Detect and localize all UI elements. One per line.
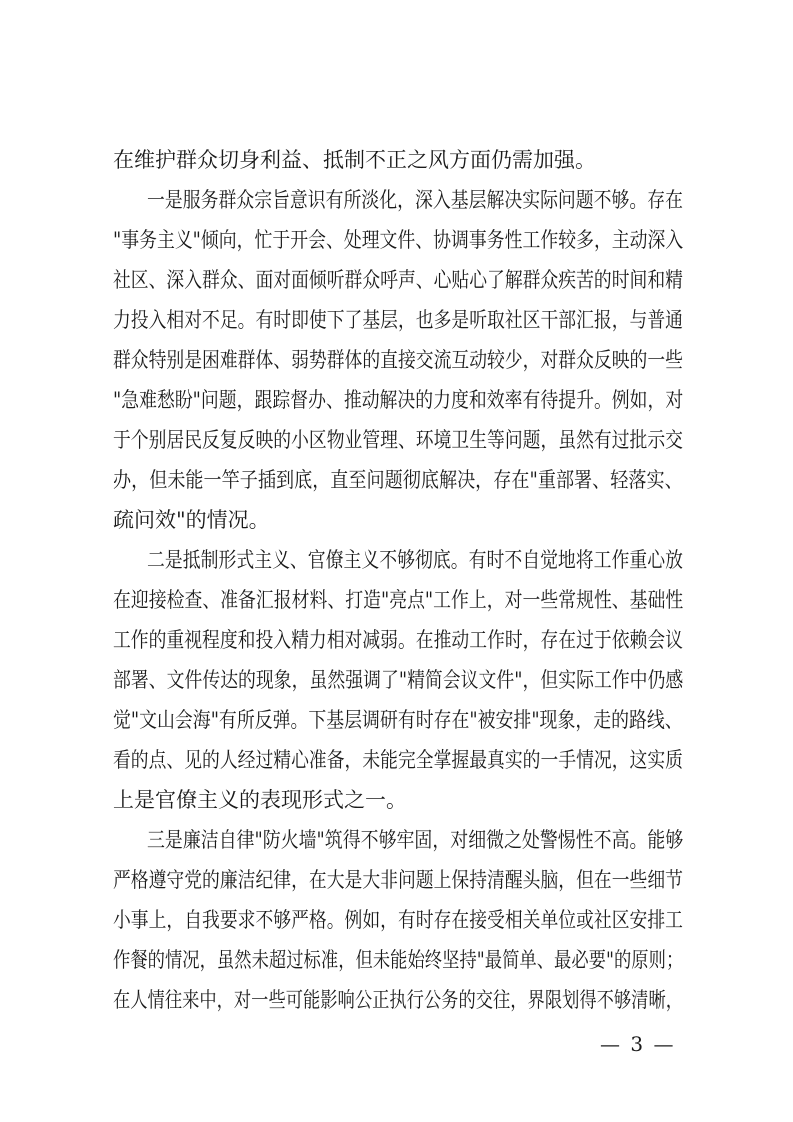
text-line-15: 觉"文山会海"有所反弹。下基层调研有时存在"被安排"现象，走的路线、 [113,708,683,732]
text-line-17: 上是官僚主义的表现形式之一。 [113,788,407,812]
text-line-18: 三是廉洁自律"防火墙"筑得不够牢固，对细微之处警惕性不高。能够 [147,828,684,852]
text-line-4: 社区、深入群众、面对面倾听群众呼声、心贴心了解群众疾苦的时间和精 [113,268,683,292]
text-line-22: 在人情往来中，对一些可能影响公正执行公务的交往，界限划得不够清晰， [113,988,683,1012]
text-line-5: 力投入相对不足。有时即使下了基层，也多是听取社区干部汇报，与普通 [113,308,683,332]
text-line-3: "事务主义"倾向，忙于开会、处理文件、协调事务性工作较多，主动深入 [113,228,684,252]
text-line-2: 一是服务群众宗旨意识有所淡化，深入基层解决实际问题不够。存在 [147,188,683,212]
text-line-7: "急难愁盼"问题，跟踪督办、推动解决的力度和效率有待提升。例如，对 [113,388,684,412]
text-line-6: 群众特别是困难群体、弱势群体的直接交流互动较少，对群众反映的一些 [113,348,683,372]
text-line-16: 看的点、见的人经过精心准备，未能完全掌握最真实的一手情况，这实质 [113,748,683,772]
text-line-1: 在维护群众切身利益、抵制不正之风方面仍需加强。 [113,148,596,172]
text-line-13: 工作的重视程度和投入精力相对减弱。在推动工作时，存在过于依赖会议 [113,628,683,652]
page-number: — 3 — [600,1032,676,1056]
text-line-20: 小事上，自我要求不够严格。例如，有时存在接受相关单位或社区安排工 [113,908,683,932]
text-line-14: 部署、文件传达的现象，虽然强调了"精简会议文件"，但实际工作中仍感 [113,668,684,692]
text-line-11: 二是抵制形式主义、官僚主义不够彻底。有时不自觉地将工作重心放 [147,548,683,572]
text-line-12: 在迎接检查、准备汇报材料、打造"亮点"工作上，对一些常规性、基础性 [113,588,684,612]
text-line-8: 于个别居民反复反映的小区物业管理、环境卫生等问题，虽然有过批示交 [113,428,683,452]
text-line-19: 严格遵守党的廉洁纪律，在大是大非问题上保持清醒头脑，但在一些细节 [113,868,683,892]
text-line-9: 办，但未能一竿子插到底，直至问题彻底解决，存在"重部署、轻落实、 [113,468,683,492]
text-line-10: 疏问效"的情况。 [113,508,270,532]
text-line-21: 作餐的情况，虽然未超过标准，但未能始终坚持"最简单、最必要"的原则； [113,948,684,972]
